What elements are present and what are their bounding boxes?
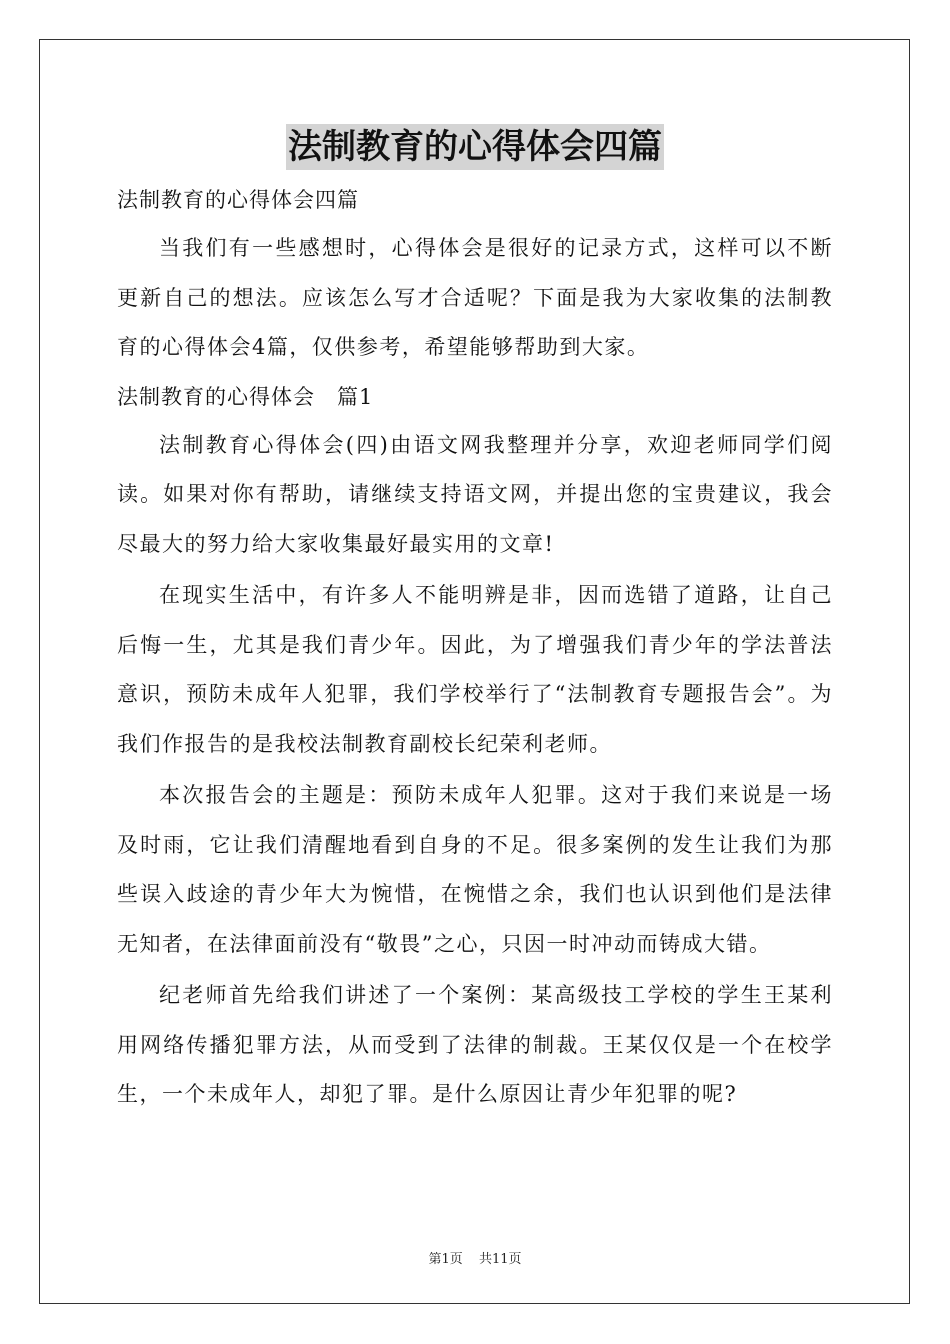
- title-container: [0, 124, 950, 170]
- page-number: 第1页: [428, 1252, 463, 1267]
- page-footer: [0, 1248, 950, 1267]
- body-paragraph: 法制教育心得体会(四)由语文网我整理并分享，欢迎老师同学们阅读。如果对你有帮助，请继续支持语文网，并提出您的宝贵建议，我会尽最大的努力给大家收集最好最实用的文章!: [117, 432, 833, 556]
- document-title: 法制教育的心得体会四篇: [286, 124, 664, 170]
- body-paragraph: 在现实生活中，有许多人不能明辨是非，因而选错了道路，让自己后悔一生，尤其是我们青少年。因此，为了增强我们青少年的学法普法意识，预防未成年人犯罪，我们学校举行了“法制教育专题报告会”。为我们作报告的是我校法制教育副校长纪荣利老师。: [117, 583, 833, 756]
- body-paragraph: 纪老师首先给我们讲述了一个案例：某高级技工学校的学生王某利用网络传播犯罪方法，从而受到了法律的制裁。王某仅仅是一个在校学生，一个未成年人，却犯了罪。是什么原因让青少年犯罪的呢?: [117, 983, 833, 1106]
- total-pages: 共11页: [478, 1252, 522, 1267]
- document-subtitle: 法制教育的心得体会四篇: [117, 188, 359, 212]
- section-heading: 法制教育的心得体会 篇1: [117, 384, 374, 409]
- document-body: [117, 176, 833, 1120]
- intro-paragraph: 当我们有一些感想时，心得体会是很好的记录方式，这样可以不断更新自己的想法。应该怎么写才合适呢？下面是我为大家收集的法制教育的心得体会4篇，仅供参考，希望能够帮助到大家。: [117, 236, 833, 359]
- body-paragraph: 本次报告会的主题是：预防未成年人犯罪。这对于我们来说是一场及时雨，它让我们清醒地看到自身的不足。很多案例的发生让我们为那些误入歧途的青少年大为惋惜，在惋惜之余，我们也认识到他们是法律无知者，在法律面前没有“敬畏”之心，只因一时冲动而铸成大错。: [117, 783, 833, 956]
